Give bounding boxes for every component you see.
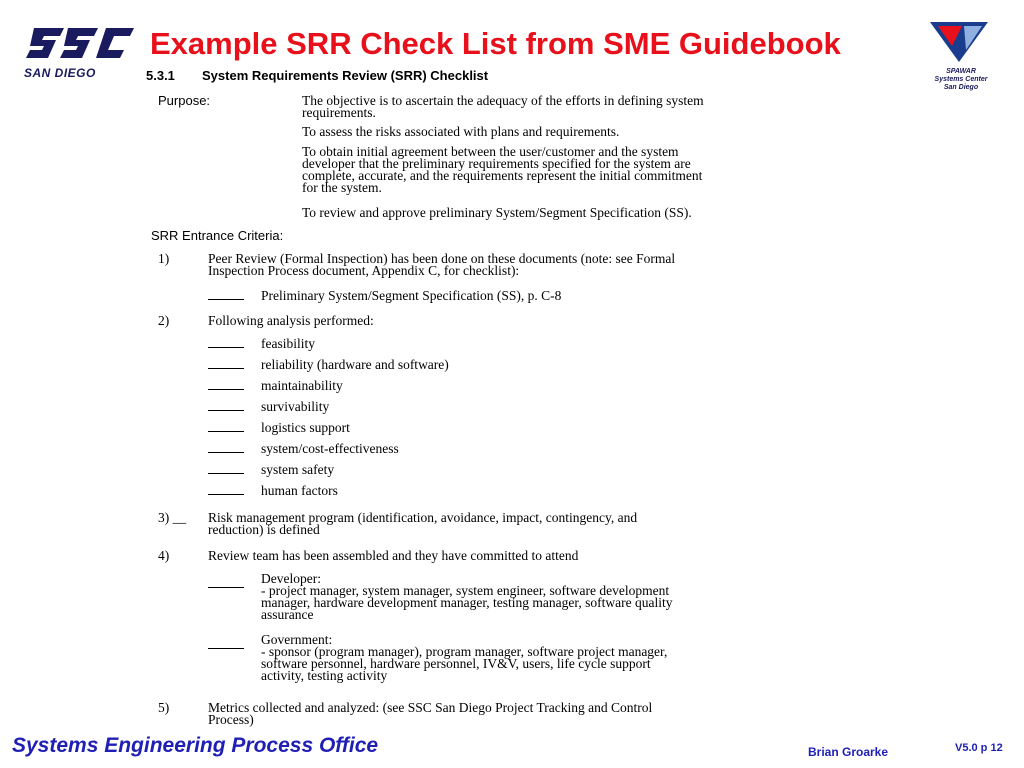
- text-line: for the system.: [302, 180, 382, 195]
- item-text: [208, 702, 652, 726]
- checklist-item: [208, 337, 315, 350]
- item-text: Review team has been assembled and they have committed to attend: [208, 548, 579, 563]
- item-text: Following analysis performed:: [208, 313, 374, 328]
- spawar-logo: [928, 20, 990, 64]
- group-label: Developer:: [261, 571, 321, 586]
- check-blank[interactable]: [208, 358, 244, 369]
- text-line: To obtain initial agreement between the user/customer and the system: [302, 144, 679, 159]
- checklist-item-label: feasibility: [261, 336, 315, 351]
- text-line: activity, testing activity: [261, 668, 388, 683]
- purpose-paragraph: [302, 146, 702, 194]
- text-line: To review and approve preliminary System/Segment Specification (SS).: [302, 205, 692, 220]
- text-line: - sponsor (program manager), program manager, software project manager,: [261, 644, 668, 659]
- slide-title: Example SRR Check List from SME Guidebook: [150, 26, 841, 61]
- purpose-paragraph: [302, 126, 619, 138]
- check-blank[interactable]: [208, 442, 244, 453]
- checklist-item-label: maintainability: [261, 378, 343, 393]
- spawar-caption-line: Systems Center: [934, 76, 988, 83]
- check-blank-line[interactable]: [208, 638, 244, 649]
- entrance-criteria-label: SRR Entrance Criteria:: [151, 228, 284, 243]
- checklist-item-label: human factors: [261, 483, 338, 498]
- purpose-label: Purpose:: [158, 93, 211, 108]
- logo-caption: SAN DIEGO: [24, 66, 96, 80]
- text-line: To assess the risks associated with plans and requirements.: [302, 124, 620, 139]
- checklist-item-label: logistics support: [261, 420, 350, 435]
- check-blank[interactable]: [208, 463, 244, 474]
- checklist-item-label: survivability: [261, 399, 330, 414]
- text-line: Inspection Process document, Appendix C, for checklist):: [208, 263, 520, 278]
- text-line: reduction) is defined: [208, 522, 320, 537]
- checklist-item-label: Preliminary System/Segment Specification (SS), p. C-8: [261, 288, 562, 303]
- text-line: Risk management program (identification, avoidance, impact, contingency, and: [208, 510, 638, 525]
- text-line: manager, hardware development manager, testing manager, software quality: [261, 595, 673, 610]
- item-text: [208, 253, 675, 277]
- text-line: - project manager, system manager, system engineer, software development: [261, 583, 670, 598]
- item-text: [208, 512, 637, 536]
- text-line: requirements.: [302, 105, 376, 120]
- government-group: [261, 634, 667, 682]
- footer-author: Brian Groarke: [808, 745, 889, 759]
- text-line: Peer Review (Formal Inspection) has been done on these documents (note: see Formal: [208, 251, 676, 266]
- group-label: Government:: [261, 632, 333, 647]
- item-number: 4): [158, 548, 170, 563]
- section-heading: [146, 68, 488, 83]
- text-line: software personnel, hardware personnel, IV&V, users, life cycle support: [261, 656, 651, 671]
- checklist-item: [208, 484, 338, 497]
- item-number: 3) __: [158, 510, 187, 525]
- check-blank[interactable]: [208, 289, 244, 300]
- item-number: 1): [158, 251, 170, 266]
- spawar-caption-line: SPAWAR: [946, 68, 976, 75]
- checklist-item-label: system safety: [261, 462, 335, 477]
- checklist-item: [208, 379, 343, 392]
- spawar-caption: [918, 68, 1004, 92]
- section-number: 5.3.1: [146, 68, 175, 83]
- check-blank-line[interactable]: [208, 577, 244, 588]
- check-blank[interactable]: [208, 636, 244, 654]
- text-line: complete, accurate, and the requirements represent the initial commitment: [302, 168, 703, 183]
- text-line: developer that the preliminary requirements specified for the system are: [302, 156, 691, 171]
- checklist-item: [208, 442, 399, 455]
- check-blank[interactable]: [208, 400, 244, 411]
- developer-group: [261, 573, 672, 621]
- purpose-paragraph: [302, 207, 692, 219]
- text-line: assurance: [261, 607, 314, 622]
- spawar-caption-line: San Diego: [943, 84, 979, 91]
- check-blank[interactable]: [208, 484, 244, 495]
- checklist-item: [208, 421, 350, 434]
- checklist-item-label: reliability (hardware and software): [261, 357, 449, 372]
- item-number: 2): [158, 313, 170, 328]
- text-line: Process): [208, 712, 254, 727]
- checklist-item: [208, 463, 334, 476]
- check-blank[interactable]: [208, 575, 244, 593]
- footer-page-number: V5.0 p 12: [955, 742, 1003, 754]
- checklist-item: [208, 289, 561, 302]
- check-blank[interactable]: [208, 379, 244, 390]
- section-title: System Requirements Review (SRR) Checklist: [202, 68, 489, 83]
- checklist-item-label: system/cost-effectiveness: [261, 441, 399, 456]
- purpose-paragraph: [302, 95, 704, 119]
- text-line: The objective is to ascertain the adequacy of the efforts in defining system: [302, 93, 704, 108]
- checklist-item: [208, 358, 449, 371]
- check-blank[interactable]: [208, 421, 244, 432]
- footer-office-name: Systems Engineering Process Office: [12, 734, 379, 757]
- item-number: 5): [158, 700, 170, 715]
- checklist-item: [208, 400, 329, 413]
- check-blank[interactable]: [208, 337, 244, 348]
- text-line: Metrics collected and analyzed: (see SSC San Diego Project Tracking and Control: [208, 700, 653, 715]
